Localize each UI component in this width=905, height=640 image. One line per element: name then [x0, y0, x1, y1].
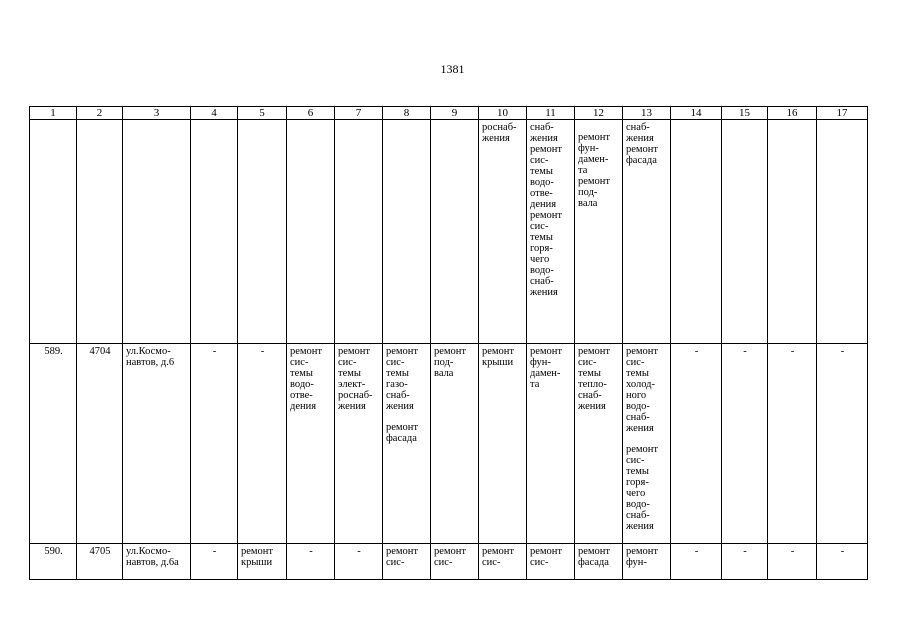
table-cell: [335, 120, 383, 344]
table-cell: [817, 120, 868, 344]
table-cell: -: [191, 344, 238, 544]
header-cell: 16: [768, 107, 817, 120]
header-cell: 13: [623, 107, 671, 120]
table-cell: [575, 344, 623, 544]
table-cell: [479, 344, 527, 544]
header-cell: 3: [123, 107, 191, 120]
table-cell: [431, 544, 479, 580]
table-row-590: [30, 544, 868, 580]
repair-schedule-table: [29, 106, 868, 580]
work-item: ремонт фасада: [386, 422, 419, 444]
table-cell: [191, 120, 238, 344]
table-cell: [287, 120, 335, 344]
header-cell: 11: [527, 107, 575, 120]
table-cell: -: [238, 344, 287, 544]
column-number-header: [30, 107, 868, 120]
work-item: ремонт сис- темы водо- отве- дения: [290, 346, 323, 412]
page-number: 1381: [440, 62, 465, 76]
table-cell: -: [722, 544, 768, 580]
work-item: ремонт сис- темы горя- чего водо- снаб- жения: [626, 444, 659, 532]
work-item: ремонт крыши: [241, 546, 274, 568]
table-cell: [123, 120, 191, 344]
house-address: ул.Космо- навтов, д.6: [123, 344, 191, 544]
table-cell: [383, 544, 431, 580]
work-item: снаб- жения: [530, 122, 558, 144]
table-row-continuation: [30, 120, 868, 344]
house-code: 4705: [77, 544, 123, 580]
table-cell: [527, 544, 575, 580]
table-cell: [479, 544, 527, 580]
table-cell: [77, 120, 123, 344]
work-item: ремонт сис- темы газо- снаб- жения: [386, 346, 419, 412]
table-cell: -: [671, 344, 722, 544]
table-cell: [722, 120, 768, 344]
work-item: ремонт сис- темы тепло- снаб- жения: [578, 346, 611, 412]
table-cell: [479, 120, 527, 344]
table-row-589: [30, 344, 868, 544]
work-item: ремонт фун- дамен- та: [578, 132, 611, 176]
work-item: ремонт фасада: [578, 546, 611, 568]
work-item: роснаб- жения: [482, 122, 517, 144]
work-item: ремонт сис-: [386, 546, 419, 568]
work-item: ремонт крыши: [482, 346, 515, 368]
house-code: 4704: [77, 344, 123, 544]
work-item: ремонт сис-: [434, 546, 467, 568]
work-item: ремонт сис-: [482, 546, 515, 568]
header-cell: 9: [431, 107, 479, 120]
table-cell: -: [191, 544, 238, 580]
header-cell: 12: [575, 107, 623, 120]
work-item: ремонт фасада: [626, 144, 659, 166]
work-item: ремонт сис- темы горя- чего водо- снаб- жения: [530, 210, 563, 298]
table-cell: [623, 544, 671, 580]
table-cell: [431, 344, 479, 544]
header-cell: 7: [335, 107, 383, 120]
header-cell: 17: [817, 107, 868, 120]
table-cell: [287, 344, 335, 544]
table-cell: [383, 120, 431, 344]
table-cell: -: [817, 344, 868, 544]
work-item: ремонт под- вала: [434, 346, 467, 379]
table-cell: [575, 544, 623, 580]
header-cell: 6: [287, 107, 335, 120]
header-cell: 10: [479, 107, 527, 120]
header-cell: 2: [77, 107, 123, 120]
work-item: ремонт сис- темы холод- ного водо- снаб- жения: [626, 346, 659, 434]
table-cell: [238, 544, 287, 580]
work-item: ремонт сис- темы элект- роснаб- жения: [338, 346, 373, 412]
work-item: ремонт фун-: [626, 546, 659, 568]
table-cell: [383, 344, 431, 544]
work-item: ремонт фун- дамен- та: [530, 346, 563, 390]
table-cell: [623, 344, 671, 544]
table-cell: -: [671, 544, 722, 580]
work-item: ремонт сис-: [530, 546, 563, 568]
header-cell: 4: [191, 107, 238, 120]
table-cell: [335, 344, 383, 544]
table-cell: [527, 120, 575, 344]
table-cell: [671, 120, 722, 344]
table-cell: [623, 120, 671, 344]
table-cell: -: [817, 544, 868, 580]
table-cell: [30, 120, 77, 344]
header-cell: 8: [383, 107, 431, 120]
table-cell: [527, 344, 575, 544]
table-cell: [238, 120, 287, 344]
table-cell: -: [768, 544, 817, 580]
table-cell: -: [335, 544, 383, 580]
work-item: ремонт сис- темы водо- отве- дения: [530, 144, 563, 210]
table-cell: -: [287, 544, 335, 580]
work-item: снаб- жения: [626, 122, 654, 144]
table-cell: -: [722, 344, 768, 544]
header-cell: 1: [30, 107, 77, 120]
table-cell: [575, 120, 623, 344]
table-cell: [768, 120, 817, 344]
table-cell: -: [768, 344, 817, 544]
header-cell: 5: [238, 107, 287, 120]
row-number: 589.: [30, 344, 77, 544]
house-address: ул.Космо- навтов, д.6а: [123, 544, 191, 580]
header-cell: 14: [671, 107, 722, 120]
work-item: ремонт под- вала: [578, 176, 611, 209]
row-number: 590.: [30, 544, 77, 580]
header-cell: 15: [722, 107, 768, 120]
table-cell: [431, 120, 479, 344]
